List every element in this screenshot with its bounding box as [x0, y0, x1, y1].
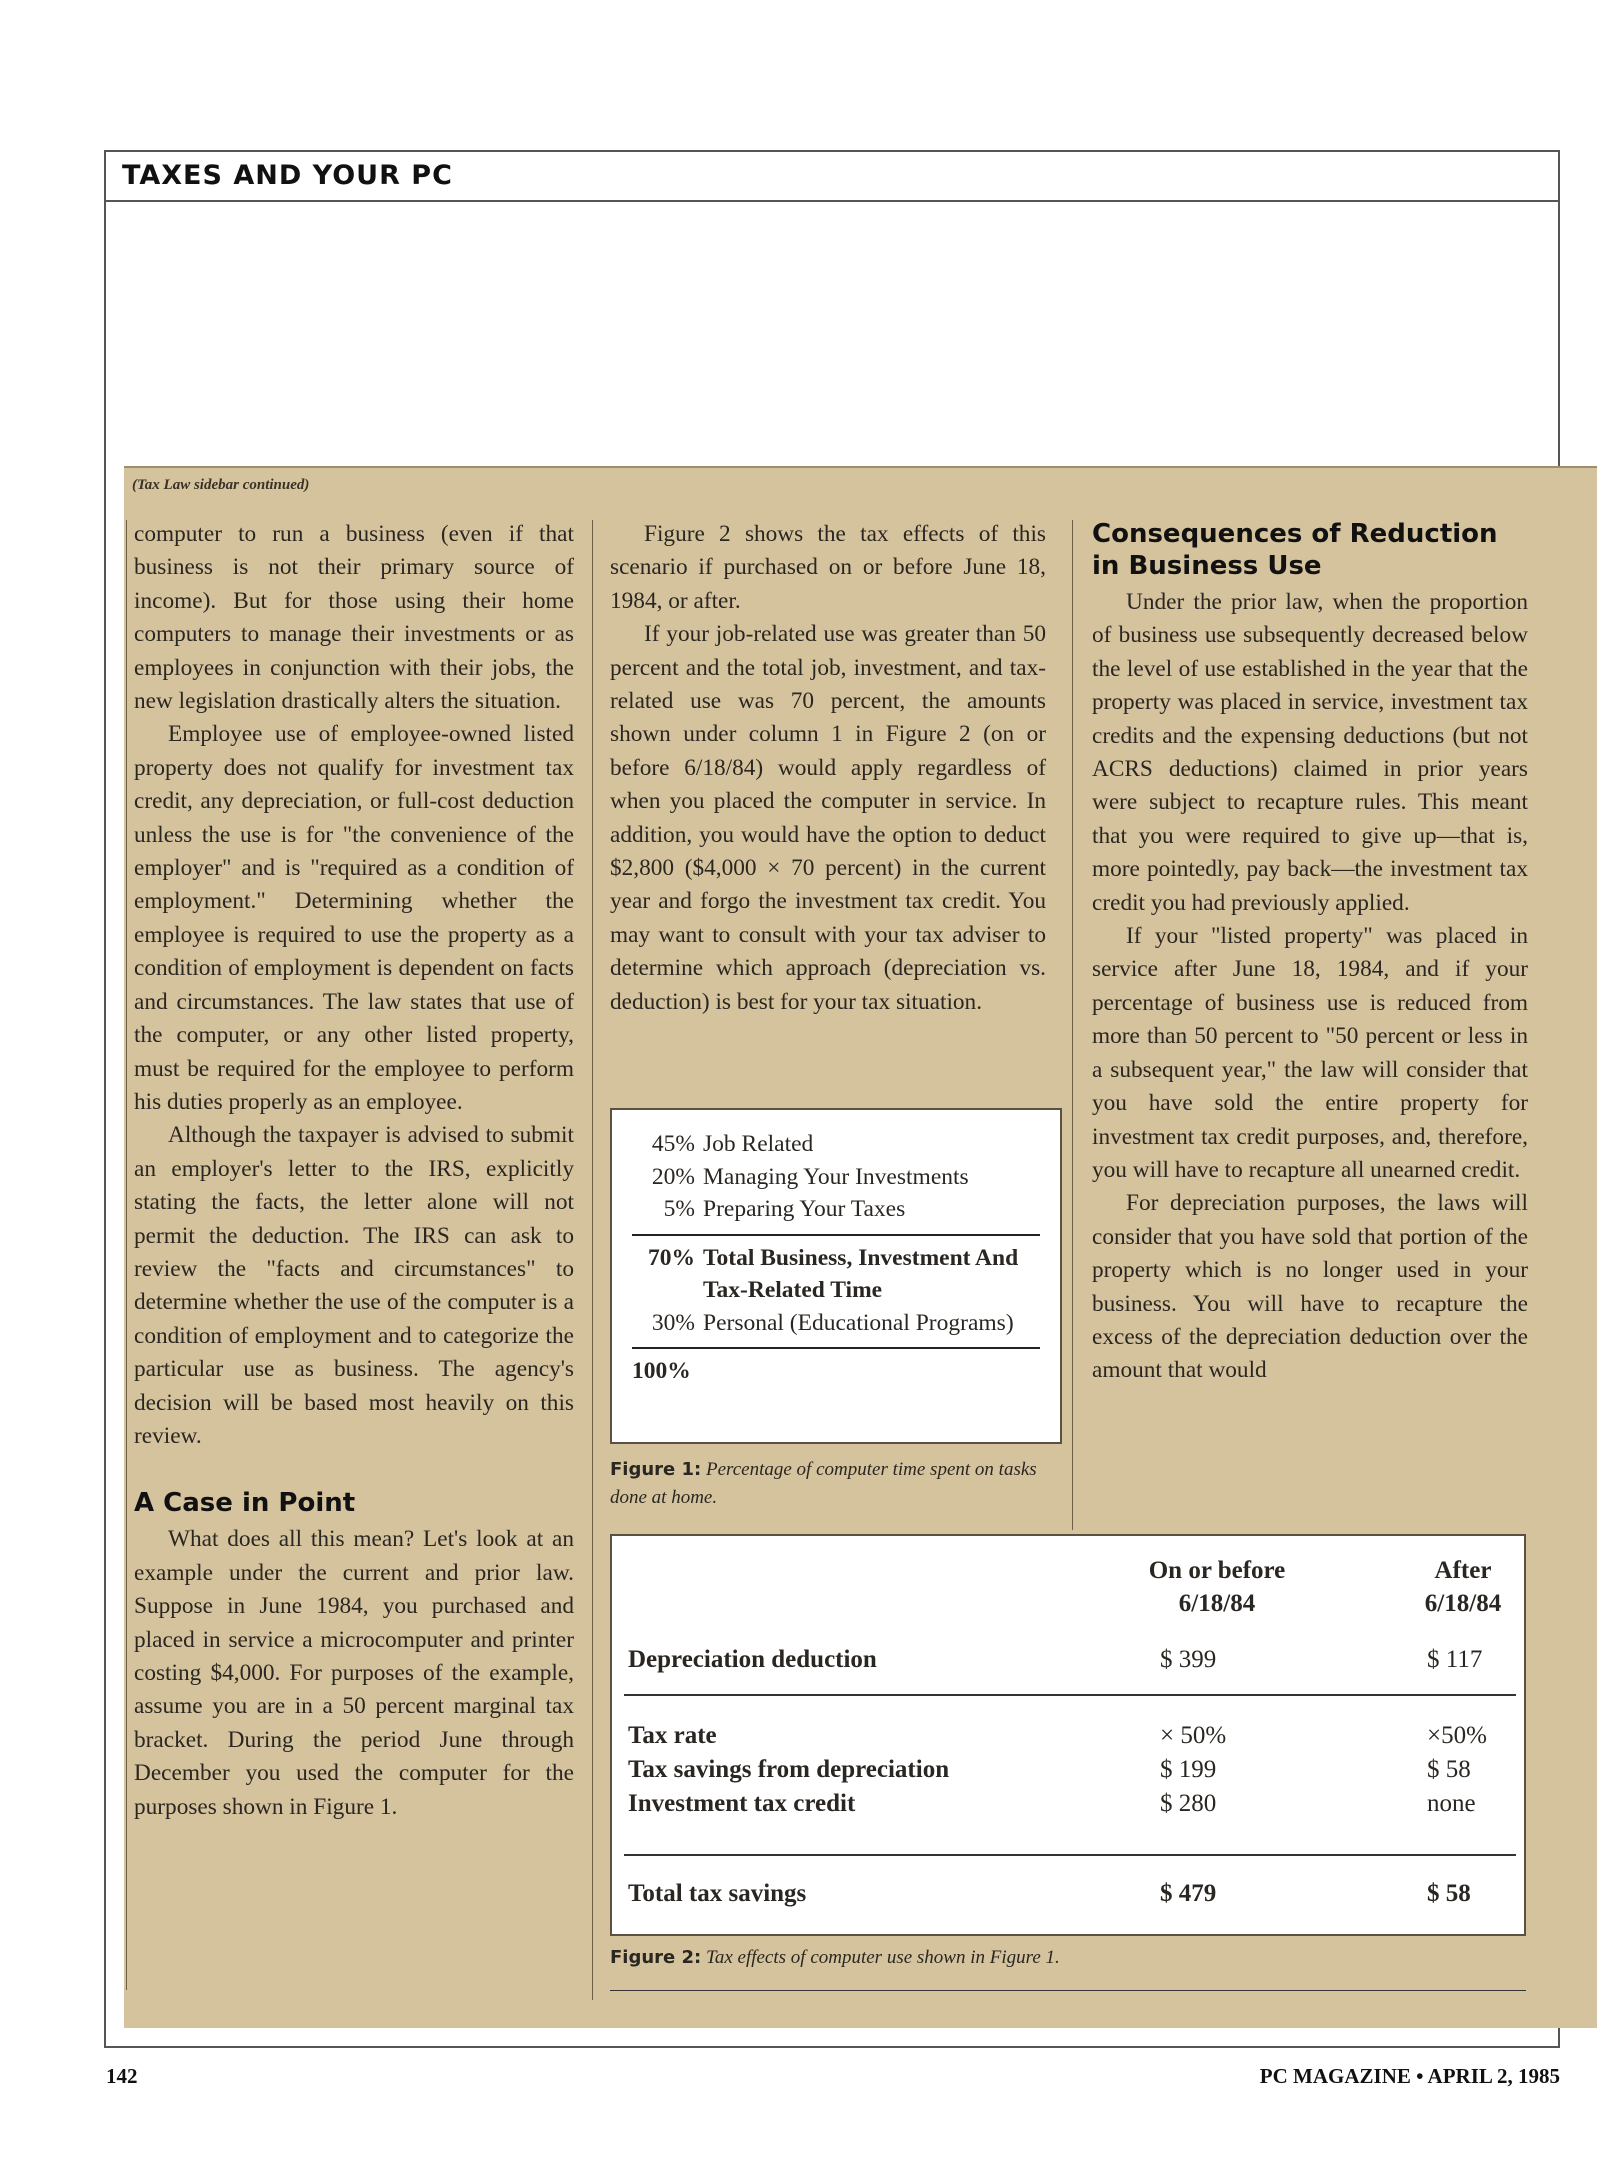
- value-after: ×50%: [1427, 1722, 1487, 1749]
- value-after: $ 58: [1427, 1756, 1471, 1783]
- caption-text: Percentage of computer time spent on tasks done at home.: [610, 1459, 1037, 1508]
- caption-rule: [610, 1990, 1526, 1991]
- total-before: $ 479: [1160, 1880, 1217, 1907]
- column-rule-2: [1072, 520, 1073, 1530]
- publication-line: PC MAGAZINE • APRIL 2, 1985: [1259, 2064, 1560, 2088]
- paragraph: Under the prior law, when the proportion of business use subsequently decreased below the level of use established in the year that the property was placed in service, investment tax credits and the expensing deductions (but not ACRS deductions) claimed in prior years were subject to recapture rules. This meant that you were required to give up—that is, more pointedly, pay back—the investment tax credit you had previously applied.: [1092, 589, 1528, 916]
- subtotal-percent: 70%: [648, 1244, 695, 1271]
- paragraph: Figure 2 shows the tax effects of this scenario if purchased on or before June 18, 1984, or after.: [610, 521, 1046, 614]
- value-after: none: [1427, 1790, 1476, 1817]
- total-percent: 100%: [632, 1358, 691, 1384]
- section-heading: Consequences of Reduction in Business Use: [1092, 519, 1498, 581]
- sidebar-column-3: [1092, 518, 1528, 1388]
- value-before: $ 399: [1160, 1646, 1217, 1673]
- column-header-before: On or before 6/18/84: [1148, 1557, 1286, 1617]
- row-label: Job Related: [703, 1131, 814, 1157]
- figure-1-row: [632, 1161, 1040, 1194]
- total-label: Total tax savings: [628, 1880, 807, 1907]
- figure-1-row: [632, 1128, 1040, 1161]
- figure-1-row: [632, 1193, 1040, 1226]
- value-before: $ 199: [1160, 1756, 1217, 1783]
- row-label: Personal (Educational Programs): [703, 1309, 1014, 1336]
- paragraph: If your job-related use was greater than 50 percent and the total job, investment, and tax-related use was 70 percent, the amounts shown under column 1 in Figure 2 (on or before 6/18/84) would apply regardless of when you placed the computer in service. In addition, you would have the option to deduct $2,800 ($4,000 × 70 percent) in the current year and forgo the investment tax credit. You may want to consult with your tax adviser to determine which approach (depreciation vs. deduction) is best for your tax situation.: [610, 621, 1046, 1015]
- figure-2-table: [610, 1534, 1526, 1936]
- row-label: Tax savings from depreciation: [628, 1756, 950, 1783]
- row-label: Investment tax credit: [628, 1790, 856, 1817]
- section-heading: A Case in Point: [134, 1488, 356, 1519]
- row-label: Depreciation deduction: [628, 1646, 877, 1673]
- caption-label: Figure 1:: [610, 1459, 702, 1480]
- caption-text: Tax effects of computer use shown in Figure 1.: [706, 1947, 1060, 1968]
- subtotal-label: Total Business, Investment And Tax-Related Time: [703, 1244, 1019, 1303]
- row-percent: 30%: [651, 1309, 695, 1336]
- figure-2-caption: [610, 1944, 1510, 1972]
- paragraph: computer to run a business (even if that business is not their primary source of income). But for those using their home computers to manage their investments or as employees in conjunction with their jobs, the new legislation drastically alters the situation.: [134, 521, 574, 715]
- sidebar-column-1: [134, 518, 574, 1824]
- row-label: Managing Your Investments: [703, 1163, 969, 1190]
- continued-note: (Tax Law sidebar continued): [132, 477, 310, 493]
- paragraph: Employee use of employee-owned listed property does not qualify for investment tax credit, any depreciation, or full-cost deduction unless the use is for "the convenience of the employer" and is "required as a condition of employment." Determining whether the employee is required to use the property as a condition of employment is dependent on facts and circumstances. The law states that use of the computer, or any other listed property, must be required for the employee to perform his duties properly as an employee.: [134, 721, 574, 1115]
- sidebar-left-rule: [126, 520, 127, 1990]
- header-rule: [104, 200, 1560, 202]
- table-divider: [624, 1694, 1516, 1696]
- row-percent: 5%: [663, 1196, 695, 1222]
- row-percent: 20%: [651, 1163, 695, 1190]
- page-number: 142: [106, 2064, 138, 2088]
- figure-1-caption: [610, 1456, 1050, 1512]
- table-divider: [624, 1854, 1516, 1856]
- column-header-after: After 6/18/84: [1424, 1557, 1502, 1617]
- sidebar-column-2: [610, 518, 1046, 1019]
- column-rule-1: [592, 520, 593, 2000]
- figure-1-divider: [632, 1234, 1040, 1236]
- row-label: Preparing Your Taxes: [703, 1196, 906, 1222]
- figure-1-box: [610, 1108, 1062, 1444]
- figure-1-total-row: [632, 1355, 1040, 1388]
- running-head: TAXES AND YOUR PC: [122, 160, 453, 191]
- total-after: $ 58: [1427, 1880, 1471, 1907]
- value-before: × 50%: [1160, 1722, 1227, 1749]
- paragraph: Although the taxpayer is advised to submit an employer's letter to the IRS, explicitly stating the facts, the letter alone will not permit the deduction. The IRS can ask to review the "facts and circumstances" to determine whether the use of the computer is a condition of employment and to categorize the particular use as business. The agency's decision will be based most heavily on this review.: [134, 1122, 574, 1449]
- caption-label: Figure 2:: [610, 1947, 702, 1968]
- paragraph: What does all this mean? Let's look at an example under the current and prior law. Suppose in June 1984, you purchased and placed in service a microcomputer and printer costing $4,000. For purposes of the example, assume you are in a 50 percent marginal tax bracket. During the period June through December you used the computer for the purposes shown in Figure 1.: [134, 1526, 574, 1820]
- row-percent: 45%: [651, 1131, 695, 1157]
- figure-1-subtotal-row: [632, 1242, 1040, 1307]
- paragraph: For depreciation purposes, the laws will consider that you have sold that portion of the property which is no longer used in your business. You will have to recapture the excess of the depreciation deduction over the amount that would: [1092, 1190, 1528, 1384]
- value-before: $ 280: [1160, 1790, 1217, 1817]
- row-label: Tax rate: [628, 1722, 717, 1749]
- figure-1-divider: [632, 1347, 1040, 1349]
- figure-1-row: [632, 1307, 1040, 1340]
- paragraph: If your "listed property" was placed in service after June 18, 1984, and if your percentage of business use is reduced from more than 50 percent to "50 percent or less in a subsequent year," the law will consider that you have sold the entire property for investment tax credit purposes, and, therefore, you will have to recapture all unearned credit.: [1092, 923, 1528, 1183]
- value-after: $ 117: [1427, 1646, 1483, 1673]
